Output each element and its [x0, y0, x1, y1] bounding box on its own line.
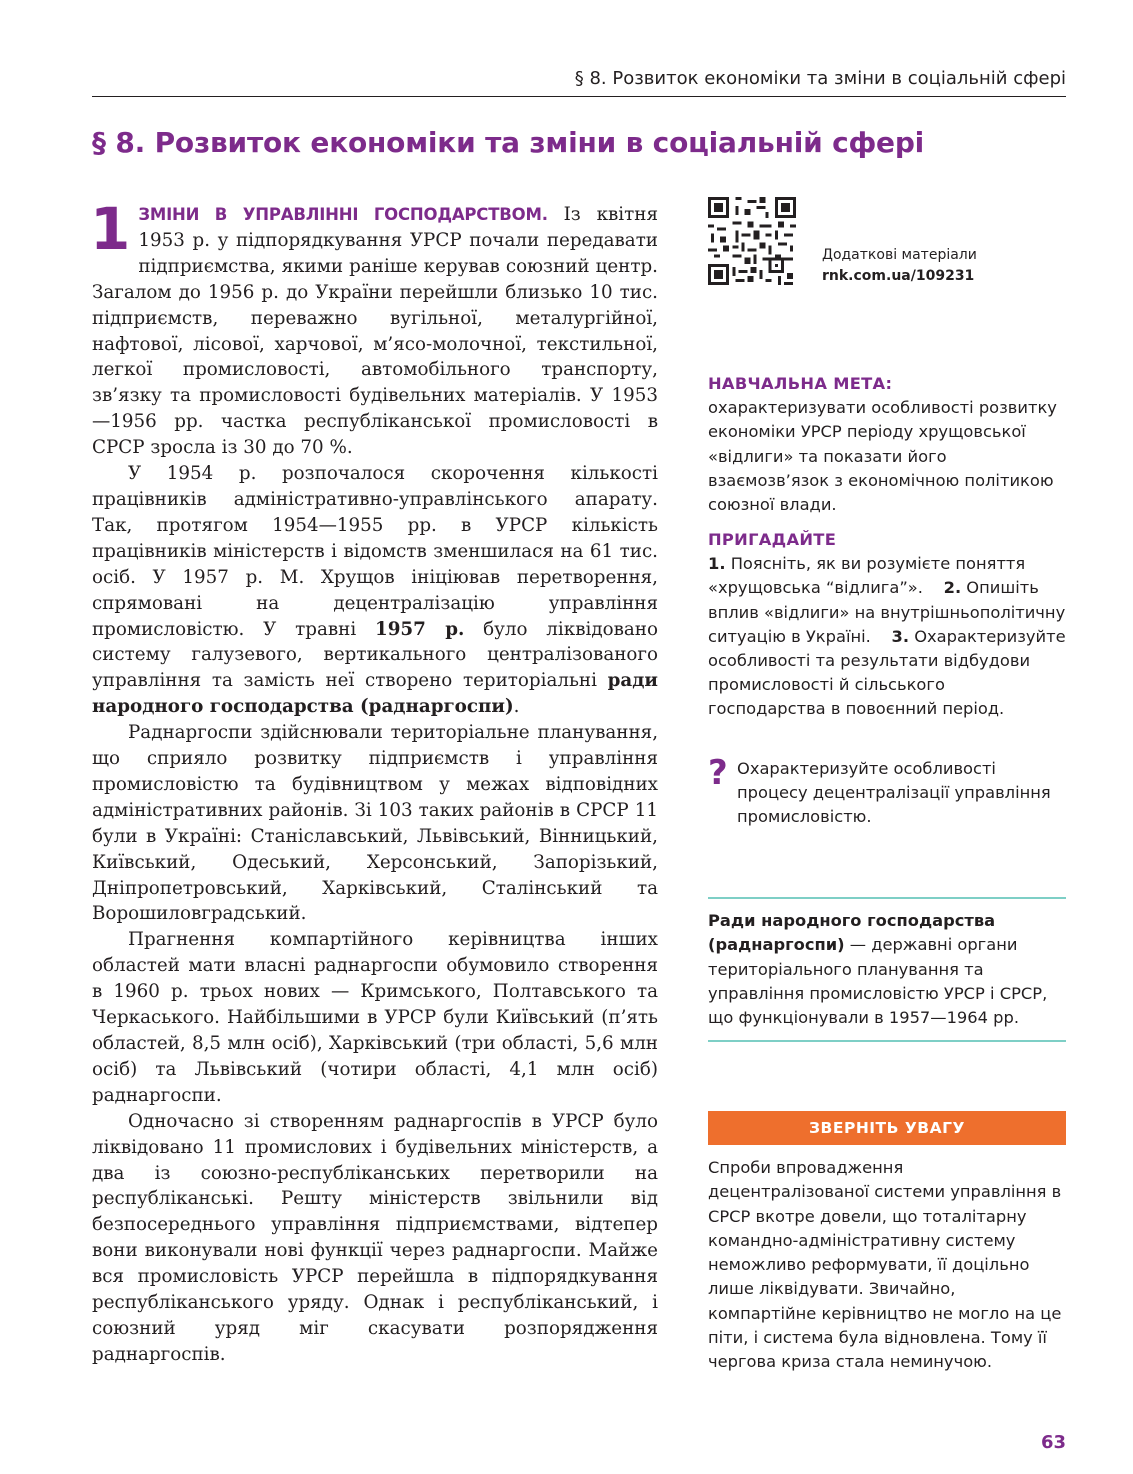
paragraph-2-text-c: . — [513, 696, 520, 718]
qr-caption — [822, 245, 977, 287]
recall-num-1: 1. — [708, 554, 726, 574]
recall-item-1: Поясніть, як ви розумієте поняття «хрущовська “відлига”». — [708, 554, 1026, 598]
recall-item-2: Опишіть вплив «відлиги» на внутрішньополітичну ситуацію в Україні. — [708, 578, 1066, 646]
recall-item-3: Охарактеризуйте особливості та результати відбудови промисловості й сільського господарства в повоєнний період. — [708, 626, 1066, 719]
qr-link[interactable]: rnk.com.ua/109231 — [822, 268, 975, 284]
definition-top-rule — [708, 897, 1066, 899]
paragraph-4: Прагнення компартійного керівництва інших областей мати власні раднаргоспи обумовило створення в 1960 р. трьох нових — Кримського, Полтавського та Черкаського. Найбільшими в УРСР були Київський (п’ять областей, 8,5 млн осіб), Харківський (три області, 5,6 млн осіб) та Львівський (чотири області, 4,1 млн осіб) раднаргоспи. — [92, 929, 658, 1106]
header-rule — [92, 96, 1066, 97]
recall-num-2: 2. — [943, 578, 962, 598]
definition-box — [708, 909, 1066, 1030]
question-mark-icon: ? — [708, 753, 728, 793]
paragraph-2-bold-term: ради народного господарства (раднаргоспи) — [92, 670, 658, 718]
paragraph-3: Раднаргоспи здійснювали територіальне планування, що сприяло розвитку підприємств і управління промисловістю та будівництвом у межах відповідних адміністративних районів. Зі 103 таких районів в СРСР 11 були в Україні: Станіславський, Львівський, Вінницький, Київський, Одеський, Херсонський, Запорізький, Дніпропетровський, Харківський, Сталінський та Ворошиловградський. — [92, 722, 658, 925]
paragraph-2-bold-year: 1957 р. — [374, 618, 465, 640]
page-number: 63 — [1040, 1432, 1066, 1453]
section-heading: ЗМІНИ В УПРАВЛІННІ ГОСПОДАРСТВОМ. — [138, 205, 548, 224]
question-text: Охарактеризуйте особливості процесу децентралізації управління промисловістю. — [737, 759, 1051, 827]
main-text-column — [90, 195, 658, 1368]
paragraph-2-text-a: У 1954 р. розпочалося скорочення кількості працівників адміністративно-управлінського апарату. Так, протягом 1954—1955 рр. в УРСР кількість працівників міністерств і відомств зменшилася на 61 тис. осіб. У 1957 р. М. Хрущов ініціював перетворення, спрямовані на децентралізацію управління промисловістю. У травні — [92, 463, 658, 640]
chapter-title: § 8. Розвиток економіки та зміни в соціальній сфері — [92, 126, 925, 159]
paragraph-1-text: Із квітня 1953 р. у підпорядкування УРСР почали передавати підприємства, якими раніше керував союзний центр. Загалом до 1956 р. до України перейшли близько 10 тис. підприємств, переважно вугільної, металургійної, нафтової, лісової, харчової, м’ясо-молочної, текстильної, легкої промисловості, автомобільного транспорту, зв’язку та промисловості будівельних матеріалів. У 1953—1956 рр. частка республіканської промисловості в СРСР зросла із 30 до 70 %. — [92, 204, 658, 459]
attention-heading: ЗВЕРНІТЬ УВАГУ — [708, 1111, 1066, 1145]
definition-text: — державні органи територіального планування та управління промисловістю УРСР і СРСР, що функціонували в 1957—1964 рр. — [708, 935, 1048, 1028]
learning-goal-heading: НАВЧАЛЬНА МЕТА: — [708, 374, 893, 393]
section-number: 1 — [90, 195, 131, 263]
paragraph-1 — [90, 195, 658, 461]
qr-caption-label: Додаткові матеріали — [822, 247, 977, 263]
learning-goal — [708, 372, 1066, 517]
attention-text: Спроби впровадження децентралізованої системи управління в СРСР вкотре довели, що тоталітарну командно-адміністративну систему неможливо реформувати, її доцільно лише ліквідувати. Звичайно, компартійне керівництво не могло на це піти, і система була відновлена. Тому її чергова криза стала неминучою. — [708, 1158, 1062, 1372]
definition-term: Ради народного господарства (раднаргоспи) — [708, 911, 996, 955]
qr-code-icon[interactable] — [708, 197, 796, 285]
paragraph-2-text-b: було ліквідовано систему галузевого, вертикального централізованого управління та замість неї створено територіальні — [92, 618, 658, 692]
running-header: § 8. Розвиток економіки та зміни в соціальній сфері — [574, 68, 1066, 89]
recall-heading: ПРИГАДАЙТЕ — [708, 530, 837, 549]
definition-bottom-rule — [708, 1040, 1066, 1042]
recall-box — [708, 528, 1066, 722]
paragraph-5: Одночасно зі створенням раднаргоспів в УРСР було ліквідовано 11 промислових і будівельних міністерств, а два із союзно-республіканських перетворили на республіканські. Решту міністерств звільнили від безпосереднього управління підприємствами, відтепер вони виконували нові функції через раднаргоспи. Майже вся промисловість УРСР перейшла в підпорядкування республіканського уряду. Однак і республіканський, і союзний уряд міг скасувати розпорядження раднаргоспів. — [92, 1110, 658, 1365]
paragraph-2 — [92, 461, 658, 720]
recall-text — [708, 552, 1066, 721]
learning-goal-text: охарактеризувати особливості розвитку економіки УРСР періоду хрущовської «відлиги» та показати його взаємозв’язок з економічною політикою союзної влади. — [708, 398, 1057, 515]
recall-num-3: 3. — [891, 626, 910, 646]
